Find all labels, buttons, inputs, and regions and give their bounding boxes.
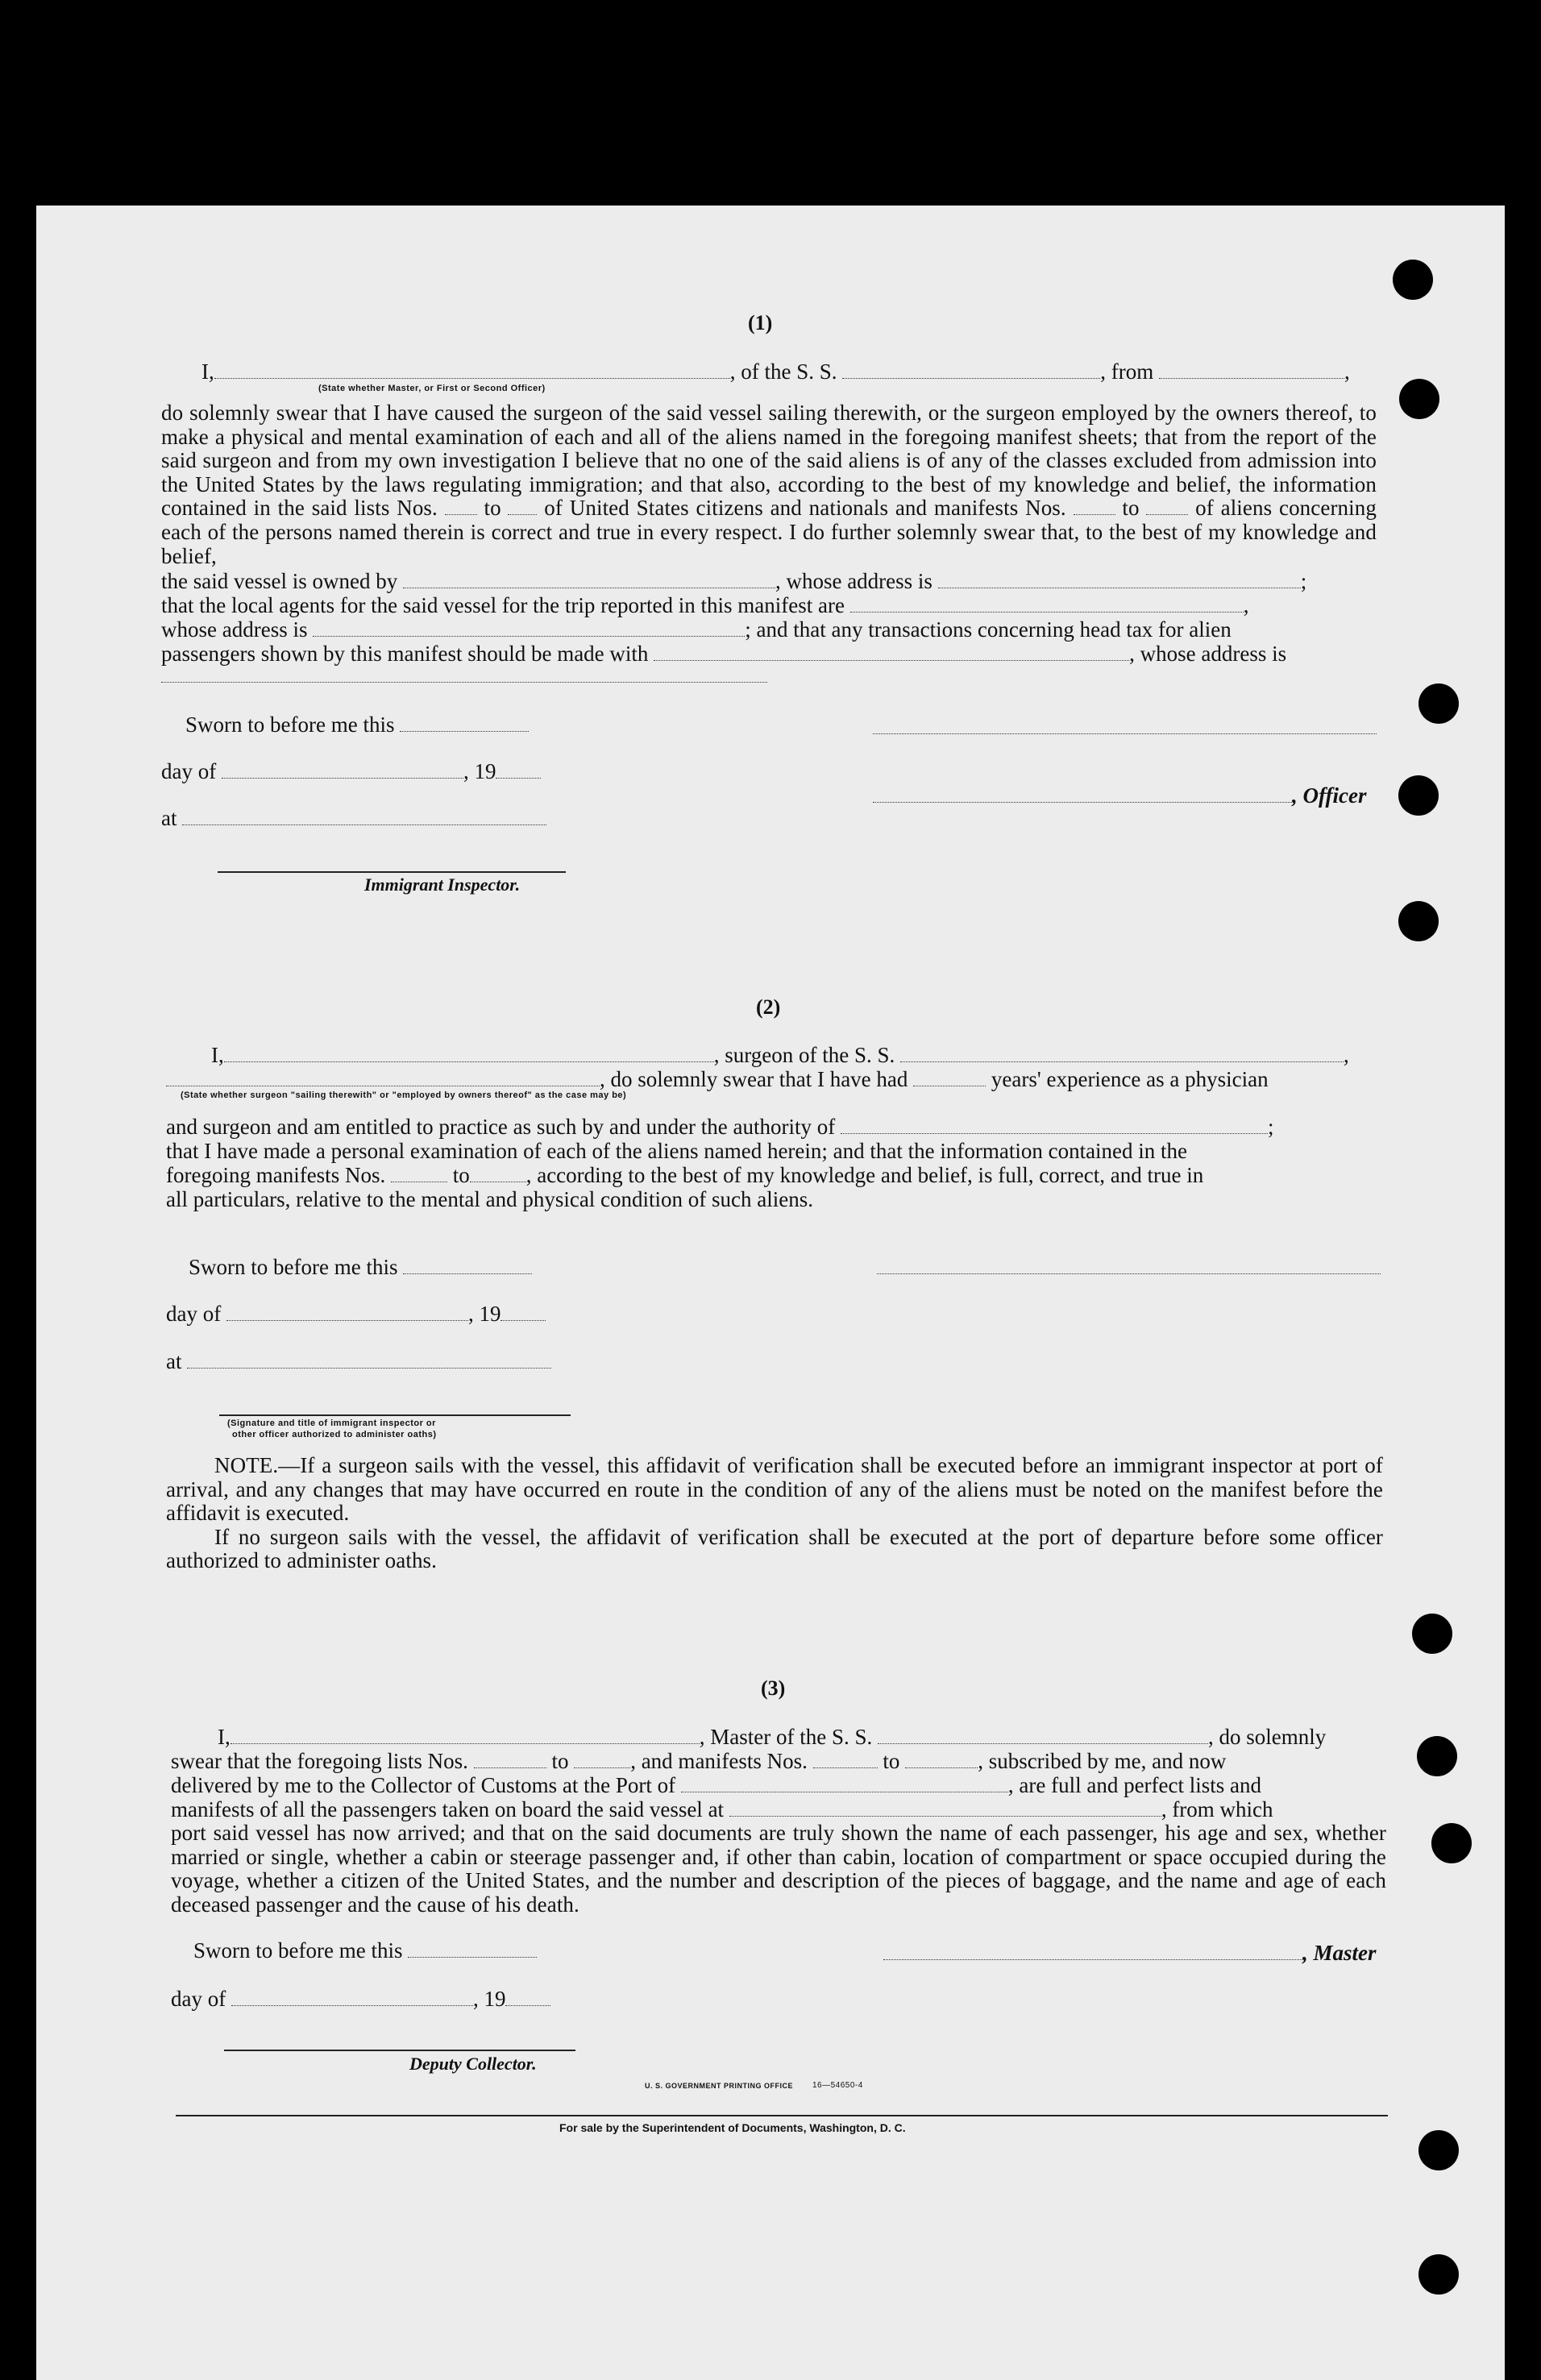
manifests-from-field-3[interactable] xyxy=(813,1753,878,1768)
lists-from-field-3[interactable] xyxy=(474,1753,546,1768)
place-field-2[interactable] xyxy=(187,1353,551,1369)
agents-address-field[interactable] xyxy=(313,621,745,637)
para-text: of aliens concerning each of the persons named therein is correct and true in every respect. I do further solemnly swear that, to the best of my knowledge and belief, xyxy=(161,496,1377,568)
year-field[interactable] xyxy=(496,763,541,779)
label-day-of: day of xyxy=(166,1302,222,1326)
signature-hint-2: other officer authorized to administer oaths) xyxy=(232,1430,437,1439)
head-tax-contact-field[interactable] xyxy=(654,646,1129,661)
label-day-of: day of xyxy=(171,1987,226,2011)
head-tax-address-field[interactable] xyxy=(161,682,767,683)
owned-by-line xyxy=(161,569,1306,594)
from-port-field[interactable] xyxy=(1159,363,1344,379)
label-surgeon-of: , surgeon of the S. S. xyxy=(713,1043,895,1067)
section-2-number: (2) xyxy=(756,995,781,1019)
manifests-to-field[interactable] xyxy=(1146,500,1188,515)
label-sworn: Sworn to before me this xyxy=(189,1255,398,1279)
para-text: passengers shown by this manifest should be made with xyxy=(161,642,649,666)
note-text: —If a surgeon sails with the vessel, this affidavit of verification shall be executed before an immigrant inspector at port of arrival, and any changes that may have occurred en route in the condition of any of the aliens must be noted on the manifest before the affidavit is executed. xyxy=(166,1453,1383,1526)
punch-hole xyxy=(1398,901,1439,941)
punch-hole xyxy=(1418,2254,1459,2295)
label-to: to xyxy=(1122,496,1140,521)
para-text: manifests of all the passengers taken on board the said vessel at xyxy=(171,1797,725,1821)
punct: , xyxy=(1344,359,1350,384)
para-text: , do solemnly xyxy=(1207,1725,1327,1749)
day-of-line-3 xyxy=(171,1987,550,2012)
year-field-3[interactable] xyxy=(505,1991,550,2006)
label-owned-by: the said vessel is owned by xyxy=(161,569,398,593)
swear-line xyxy=(171,1749,1226,1774)
label-master-of: , Master of the S. S. xyxy=(699,1725,873,1749)
surgeon-name-field[interactable] xyxy=(224,1047,714,1062)
section-1-number: (1) xyxy=(748,311,773,334)
section-1-para xyxy=(161,401,1377,568)
vessel-field-3[interactable] xyxy=(878,1729,1208,1744)
para-text: all particulars, relative to the mental and physical condition of such aliens. xyxy=(166,1187,813,1211)
para-text: , and manifests Nos. xyxy=(630,1749,808,1773)
manifests-from-field[interactable] xyxy=(1074,500,1115,515)
at-line-2 xyxy=(166,1349,551,1374)
master-hint: (State whether Master, or First or Second Officer) xyxy=(318,384,546,393)
lists-to-field[interactable] xyxy=(508,500,537,515)
particulars-line xyxy=(166,1187,813,1212)
officer-line xyxy=(873,783,1366,808)
punch-hole xyxy=(1431,1823,1472,1863)
deputy-label: Deputy Collector. xyxy=(409,2054,537,2074)
punct: , xyxy=(1344,1043,1349,1067)
label-i: I, xyxy=(211,1043,224,1067)
master-name-field-3[interactable] xyxy=(231,1729,700,1744)
vessel-name-field[interactable] xyxy=(842,363,1100,379)
master-line xyxy=(218,1725,1326,1750)
label-i: I, xyxy=(218,1725,231,1749)
section-3-para: port said vessel has now arrived; and that on the said documents are truly shown the name of each passenger, his age and sex, whether married or single, whether a cabin or steerage passenger and, if other than cabin, location of compartment or space occupied during the voyage, whether a citizen of the United States, and the number and description of the pieces of baggage, and the name and age of each deceased passenger and the cause of his death. xyxy=(171,1821,1386,1917)
inspector-signature-line-2[interactable] xyxy=(219,1414,571,1416)
lists-from-field[interactable] xyxy=(445,500,477,515)
para-text: delivered by me to the Collector of Customs at the Port of xyxy=(171,1773,676,1797)
para-text: , do solemnly swear that I have had xyxy=(600,1067,908,1091)
note-label: NOTE. xyxy=(214,1453,279,1477)
punch-hole xyxy=(1393,260,1433,300)
para-text: years' experience as a physician xyxy=(991,1067,1269,1091)
label-19: , 19 xyxy=(467,1302,501,1326)
label-master: , Master xyxy=(1302,1941,1377,1965)
master-name-field[interactable] xyxy=(214,363,730,379)
sworn-line-3 xyxy=(193,1938,537,1963)
surgeon-hint: (State whether surgeon "sailing therewith" or "employed by owners thereof" as the case may be) xyxy=(181,1090,627,1100)
note-block xyxy=(166,1454,1383,1573)
label-at: at xyxy=(161,806,177,830)
examination-line xyxy=(166,1139,1187,1164)
sworn-day-field-3[interactable] xyxy=(408,1942,537,1958)
manifest-to-field[interactable] xyxy=(470,1167,526,1182)
para-text: , are full and perfect lists and xyxy=(1007,1773,1262,1797)
section-1-first-line xyxy=(201,359,1350,384)
owner-address-field[interactable] xyxy=(938,573,1301,588)
sworn-day-field-2[interactable] xyxy=(403,1259,532,1274)
punch-hole xyxy=(1418,683,1459,724)
owner-field[interactable] xyxy=(403,573,775,588)
manifests-all-line xyxy=(171,1797,1273,1822)
passengers-line xyxy=(161,642,1286,667)
form-number: 16—54650-4 xyxy=(812,2081,863,2090)
sworn-day-field[interactable] xyxy=(400,716,529,732)
punch-hole xyxy=(1398,775,1439,816)
surgeon-signature-field[interactable] xyxy=(877,1273,1381,1274)
place-field[interactable] xyxy=(182,810,546,825)
para-text: of United States citizens and nationals and manifests Nos. xyxy=(544,496,1066,521)
note-para-2 xyxy=(166,1526,1383,1573)
sworn-line xyxy=(185,712,529,737)
at-line xyxy=(161,806,546,831)
punch-hole xyxy=(1418,2130,1459,2170)
label-to: to xyxy=(883,1749,900,1773)
signature-hint-1: (Signature and title of immigrant inspector or xyxy=(227,1418,436,1428)
label-from: , from xyxy=(1100,359,1154,384)
punch-hole xyxy=(1399,379,1439,419)
note-text-2: If no surgeon sails with the vessel, the affidavit of verification shall be executed at the port of departure before some officer authorized to administer oaths. xyxy=(166,1524,1383,1573)
para-text: , according to the best of my knowledge and belief, is full, correct, and true in xyxy=(525,1163,1204,1187)
local-agents-line xyxy=(161,593,1248,618)
authority-field[interactable] xyxy=(841,1119,1268,1134)
local-agents-field[interactable] xyxy=(850,597,1244,613)
master-sig-line xyxy=(883,1941,1377,1966)
month-field[interactable] xyxy=(222,763,463,779)
label-i: I, xyxy=(201,359,214,384)
label-sworn: Sworn to before me this xyxy=(193,1938,403,1963)
label-day-of: day of xyxy=(161,759,217,783)
para-text: that I have made a personal examination of each of the aliens named herein; and that the information contained in the xyxy=(166,1139,1188,1163)
master-signature-field[interactable] xyxy=(883,1945,1302,1960)
label-of-ss: , of the S. S. xyxy=(729,359,837,384)
label-19: , 19 xyxy=(472,1987,506,2011)
lists-to-field-3[interactable] xyxy=(574,1753,630,1768)
deputy-signature-line[interactable] xyxy=(224,2050,575,2051)
para-text: , subscribed by me, and now xyxy=(978,1749,1227,1773)
section-3-number: (3) xyxy=(761,1676,786,1700)
para-text: do solemnly swear that I have caused the surgeon of the said vessel sailing therewith, or the surgeon employed by the owners thereof, to make a physical and mental examination of each and all of the aliens named in the foregoing manifest sheets; that from the report of the said surgeon and from my own investigation I believe that no one of the said aliens is of any of the classes excluded from admission into the United States by the laws regulating immigration; and that also, according to the best of my knowledge and belief, the information contained in the said lists Nos. xyxy=(161,401,1377,521)
departure-port-field[interactable] xyxy=(729,1801,1161,1817)
footer-rule xyxy=(176,2115,1388,2116)
para-text: swear that the foregoing lists Nos. xyxy=(171,1749,468,1773)
delivered-line xyxy=(171,1773,1261,1798)
manifests-to-field-3[interactable] xyxy=(905,1753,978,1768)
sworn-line-2 xyxy=(189,1255,532,1280)
label-whose-address: , whose address is xyxy=(1129,642,1287,666)
punch-hole xyxy=(1412,1614,1452,1654)
for-sale-text: For sale by the Superintendent of Documents, Washington, D. C. xyxy=(559,2121,906,2134)
vessel-field[interactable] xyxy=(900,1047,1344,1062)
label-whose-address: whose address is xyxy=(161,617,308,642)
punch-hole xyxy=(1417,1736,1457,1776)
gpo-text: U. S. GOVERNMENT PRINTING OFFICE xyxy=(645,2082,794,2090)
para-text: ; and that any transactions concerning head tax for alien xyxy=(745,617,1232,642)
authority-line xyxy=(166,1115,1274,1140)
label-sworn: Sworn to before me this xyxy=(185,712,395,737)
label-to: to xyxy=(484,496,501,521)
sailing-status-field[interactable] xyxy=(166,1071,600,1086)
inspector-signature-line[interactable] xyxy=(218,871,566,873)
punct: ; xyxy=(1268,1115,1274,1139)
years-field[interactable] xyxy=(913,1071,986,1086)
manifest-from-field[interactable] xyxy=(391,1167,447,1182)
surgeon-line xyxy=(211,1043,1349,1068)
para-text: and surgeon and am entitled to practice as such by and under the authority of xyxy=(166,1115,836,1139)
para-text: , from which xyxy=(1161,1797,1273,1821)
label-to: to xyxy=(452,1163,470,1187)
year-field-2[interactable] xyxy=(501,1306,546,1321)
inspector-label: Immigrant Inspector. xyxy=(364,874,521,895)
punct: , xyxy=(1243,593,1249,617)
solemnly-line xyxy=(166,1067,1269,1092)
officer-signature-field-top[interactable] xyxy=(873,733,1377,734)
label-officer: , Officer xyxy=(1292,783,1367,808)
note-para xyxy=(166,1454,1383,1526)
label-whose-address: , whose address is xyxy=(775,569,932,593)
punct: ; xyxy=(1300,569,1307,593)
agents-address-line xyxy=(161,617,1232,642)
port-field[interactable] xyxy=(681,1777,1008,1792)
foregoing-line xyxy=(166,1163,1203,1188)
month-field-3[interactable] xyxy=(231,1991,473,2006)
label-local-agents: that the local agents for the said vessel for the trip reported in this manifest are xyxy=(161,593,845,617)
section-3-body xyxy=(171,1821,1386,1917)
section-1-body xyxy=(161,401,1377,568)
label-19: , 19 xyxy=(463,759,496,783)
month-field-2[interactable] xyxy=(226,1306,468,1321)
day-of-line xyxy=(161,759,541,784)
para-text: foregoing manifests Nos. xyxy=(166,1163,386,1187)
label-to: to xyxy=(551,1749,569,1773)
day-of-line-2 xyxy=(166,1302,546,1327)
label-at: at xyxy=(166,1349,182,1373)
officer-signature-field[interactable] xyxy=(873,787,1292,803)
